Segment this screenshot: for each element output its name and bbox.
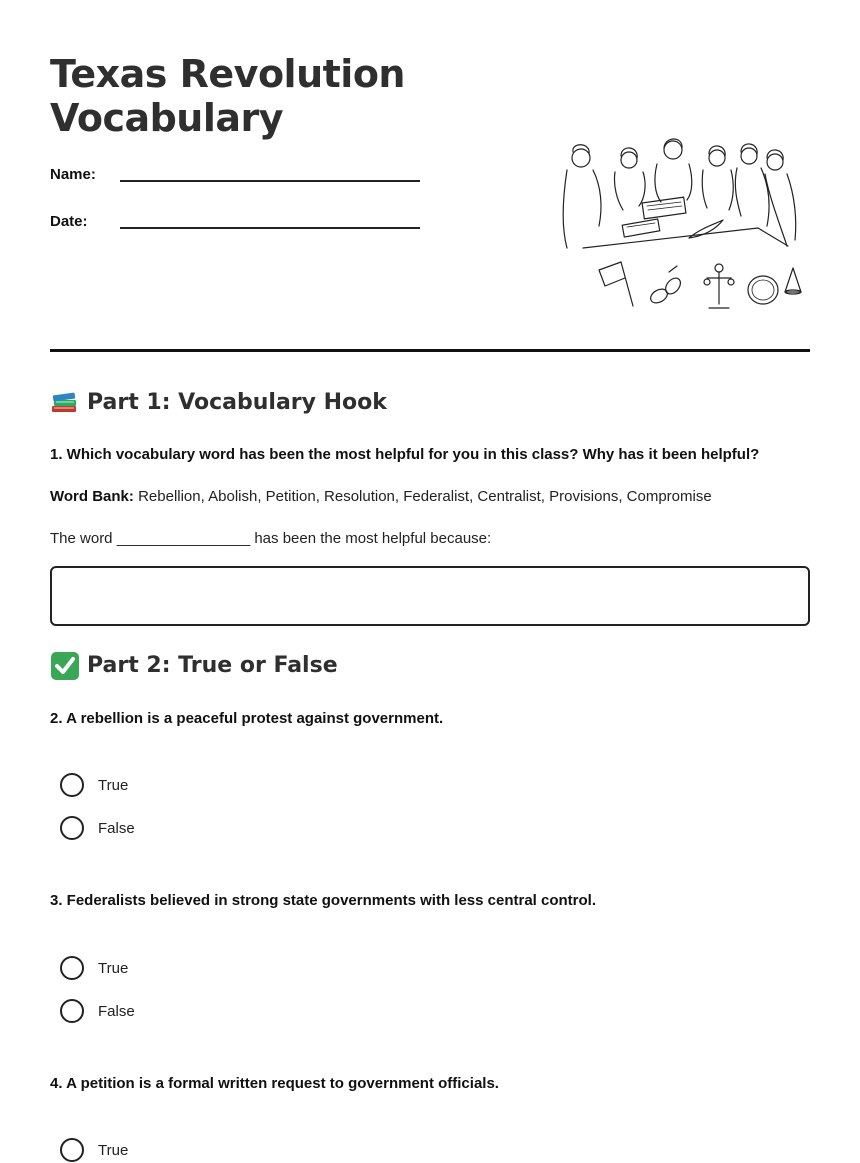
option-label: True [98, 776, 129, 794]
option-label: False [98, 1002, 135, 1020]
q4-option-true[interactable] [60, 1137, 128, 1163]
name-input-line[interactable] [120, 180, 420, 182]
question-1: 1. Which vocabulary word has been the most helpful for you in this class? Why has it been helpful? [50, 446, 760, 463]
radio-button[interactable] [60, 1138, 84, 1162]
part1-heading-text: Part 1: Vocabulary Hook [87, 389, 387, 415]
answer-box-1[interactable] [50, 566, 810, 626]
q2-option-true[interactable] [60, 772, 128, 798]
flag-symbol [599, 262, 633, 306]
name-field-row [50, 166, 420, 196]
part2-heading [50, 651, 338, 679]
question-4: 4. A petition is a formal written request to government officials. [50, 1075, 499, 1092]
option-label: False [98, 819, 135, 837]
word-bank-label: Word Bank: [50, 488, 134, 505]
radio-button[interactable] [60, 816, 84, 840]
q3-option-true[interactable] [60, 955, 128, 981]
date-input-line[interactable] [120, 227, 420, 229]
texas-convention-illustration [543, 136, 803, 316]
option-label: True [98, 1141, 129, 1159]
word-bank [50, 488, 712, 505]
radio-button[interactable] [60, 999, 84, 1023]
date-label: Date: [50, 213, 88, 230]
word-bank-words: Rebellion, Abolish, Petition, Resolution, Federalist, Centralist, Provisions, Compromise [138, 488, 712, 505]
option-label: True [98, 959, 129, 977]
page-title: Texas Revolution Vocabulary [50, 52, 405, 140]
broken-chain-symbol [648, 266, 683, 306]
scale-symbol [704, 264, 734, 308]
part1-heading [50, 388, 387, 416]
name-label: Name: [50, 166, 96, 183]
q3-option-false[interactable] [60, 998, 135, 1024]
cone-symbol [785, 136, 803, 294]
question-2: 2. A rebellion is a peaceful protest against government. [50, 710, 444, 727]
section-divider [50, 349, 810, 352]
radio-button[interactable] [60, 773, 84, 797]
date-field-row [50, 213, 420, 243]
check-mark-button-icon [50, 651, 80, 679]
sentence-starter: The word ________________ has been the most helpful because: [50, 530, 492, 547]
part2-heading-text: Part 2: True or False [87, 652, 338, 678]
books-icon [50, 388, 80, 416]
question-3: 3. Federalists believed in strong state governments with less central control. [50, 892, 596, 909]
q2-option-false[interactable] [60, 815, 135, 841]
radio-button[interactable] [60, 956, 84, 980]
chain-loop-symbol [748, 276, 778, 304]
person-figures [563, 139, 796, 248]
